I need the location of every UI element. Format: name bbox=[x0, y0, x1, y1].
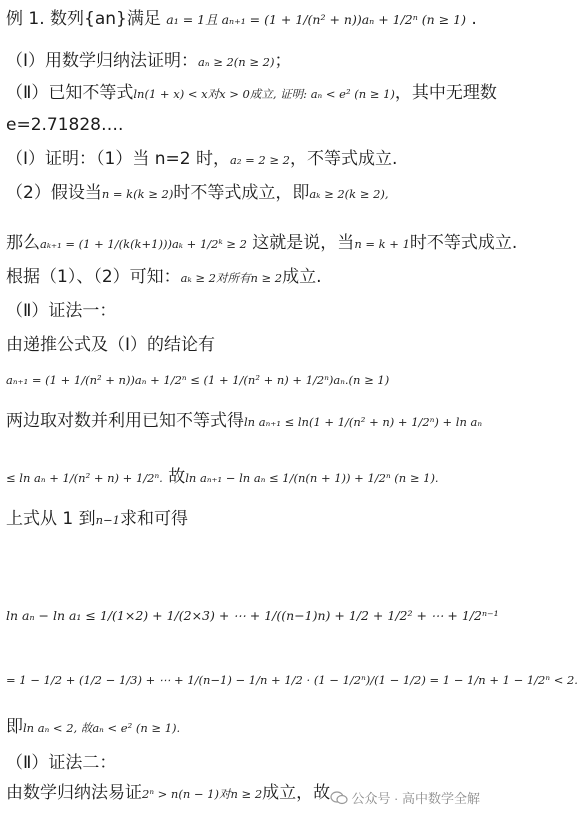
line-10: 由递推公式及（Ⅰ）的结论有 bbox=[6, 335, 216, 355]
line-04: e=2.71828…. bbox=[6, 115, 124, 135]
line-08: 根据（1）、（2）可知：aₖ ≥ 2对所有n ≥ 2成立. bbox=[6, 267, 322, 287]
line-05: （Ⅰ）证明：（1）当 n=2 时，a₂ = 2 ≥ 2，不等式成立. bbox=[6, 149, 398, 169]
line-15: ln aₙ − ln a₁ ≤ 1/(1×2) + 1/(2×3) + ⋯ + 1/((n−1)n) + 1/2 + 1/2² + ⋯ + 1/2ⁿ⁻¹ bbox=[6, 608, 499, 623]
line-13: ≤ ln aₙ + 1/(n² + n) + 1/2ⁿ. 故ln aₙ₊₁ − ln aₙ ≤ 1/(n(n + 1)) + 1/2ⁿ (n ≥ 1). bbox=[6, 467, 439, 487]
line-02: （Ⅰ）用数学归纳法证明：aₙ ≥ 2(n ≥ 2)； bbox=[6, 51, 292, 71]
line-17: 即ln aₙ < 2, 故aₙ < e² (n ≥ 1). bbox=[6, 717, 181, 737]
line-06: （2）假设当n = k(k ≥ 2)时不等式成立，即aₖ ≥ 2(k ≥ 2), bbox=[6, 183, 389, 203]
line-03: （Ⅱ）已知不等式ln(1 + x) < x对x > 0成立, 证明: aₙ < e² (n ≥ 1)，其中无理数 bbox=[6, 83, 497, 103]
line-07: 那么aₖ₊₁ = (1 + 1/(k(k+1)))aₖ + 1/2ᵏ ≥ 2 这就是说，当n = k + 1时不等式成立. bbox=[6, 233, 518, 253]
line-16: = 1 − 1/2 + (1/2 − 1/3) + ⋯ + 1/(n−1) − 1/n + 1/2 · (1 − 1/2ⁿ)/(1 − 1/2) = 1 − 1/n + 1 − 1/2ⁿ < 2. bbox=[6, 673, 578, 687]
line-12: 两边取对数并利用已知不等式得ln aₙ₊₁ ≤ ln(1 + 1/(n² + n) + 1/2ⁿ) + ln aₙ bbox=[6, 411, 483, 431]
line-18: （Ⅱ）证法二： bbox=[6, 753, 117, 773]
watermark-text: 公众号 · 高中数学全解 bbox=[351, 791, 480, 806]
line-01: 例 1. 数列{an}满足 a₁ = 1且 aₙ₊₁ = (1 + 1/(n² + n))aₙ + 1/2ⁿ (n ≥ 1) . bbox=[6, 9, 477, 29]
line-11: aₙ₊₁ = (1 + 1/(n² + n))aₙ + 1/2ⁿ ≤ (1 + 1/(n² + n) + 1/2ⁿ)aₙ.(n ≥ 1) bbox=[6, 373, 390, 387]
line-14: 上式从 1 到n−1求和可得 bbox=[6, 509, 188, 529]
line-19: 由数学归纳法易证2ⁿ > n(n − 1)对n ≥ 2成立，故 bbox=[6, 783, 331, 803]
wechat-icon bbox=[330, 791, 348, 805]
line-09: （Ⅱ）证法一： bbox=[6, 301, 117, 321]
watermark bbox=[330, 788, 480, 807]
